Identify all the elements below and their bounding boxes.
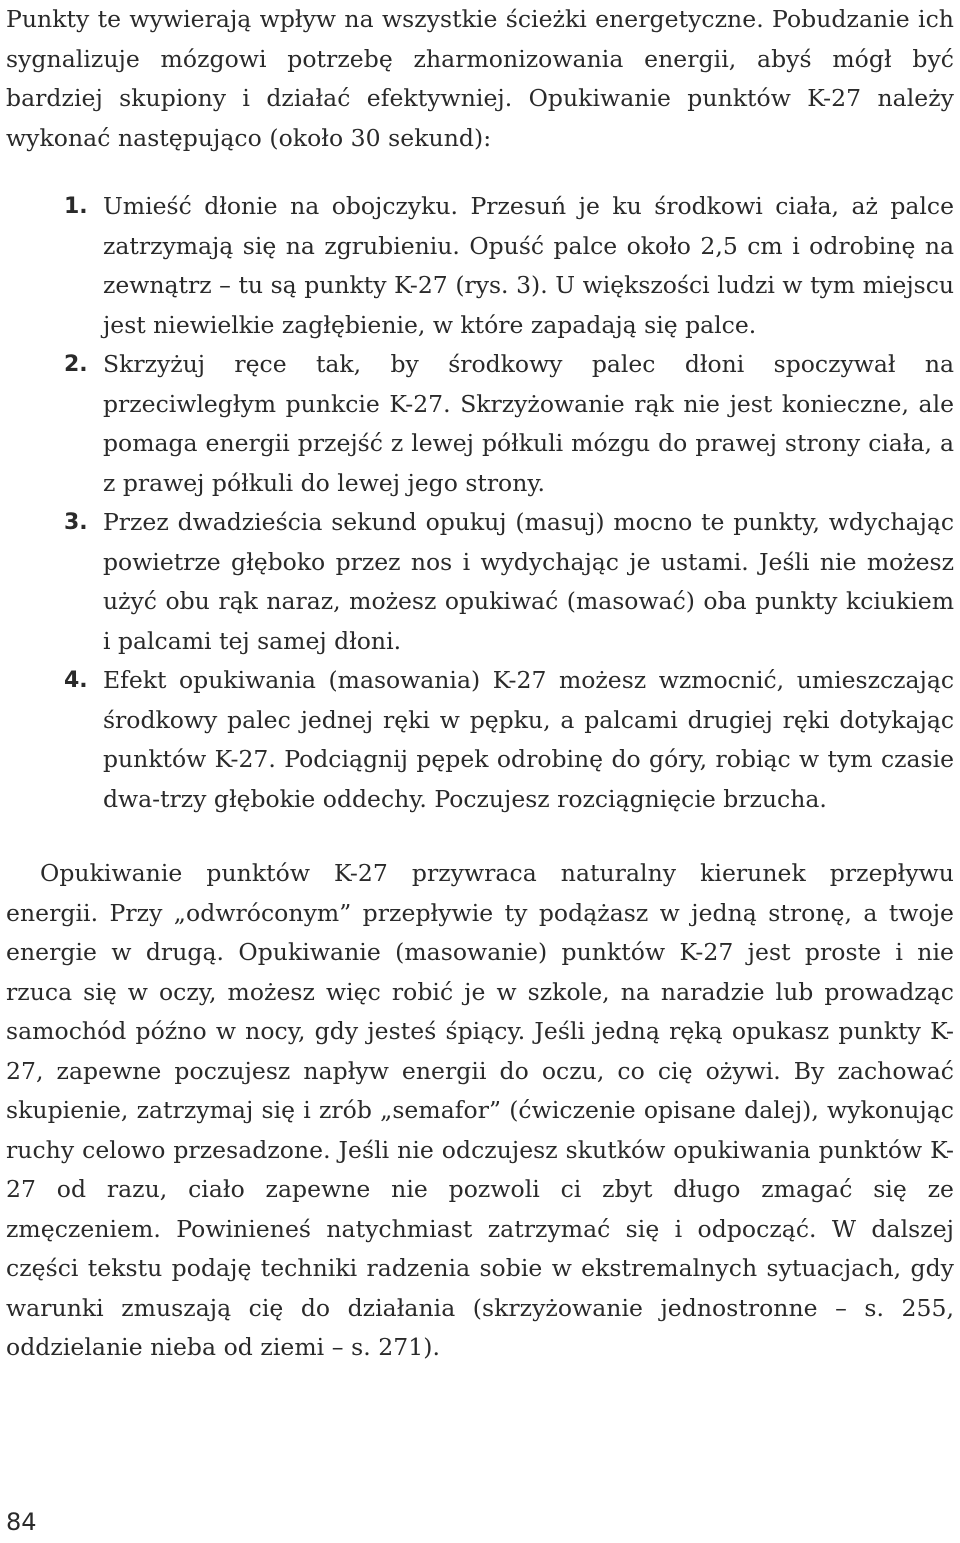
step-item — [6, 345, 954, 503]
step-text: Przez dwadzieścia sekund opukuj (masuj) mocno te punkty, wdychając powietrze głęboko przez nos i wydychając je ustami. Jeśli nie możesz użyć obu rąk naraz, możesz opukiwać (masować) oba punkty kciukiem i palcami tej samej dłoni. — [103, 508, 954, 655]
step-text: Umieść dłonie na obojczyku. Przesuń je ku środkowi ciała, aż palce zatrzymają się na zgrubieniu. Opuść palce około 2,5 cm i odrobinę na zewnątrz – tu są punkty K-27 (rys. 3). U większości ludzi w tym miejscu jest niewielkie zagłębienie, w które zapadają się palce. — [103, 192, 954, 339]
step-number: 4. — [64, 668, 88, 693]
intro-paragraph: Punkty te wywierają wpływ na wszystkie ścieżki energetyczne. Pobudzanie ich sygnalizuje mózgowi potrzebę zharmonizowania energii, abyś mógł być bardziej skupiony i działać efektywniej. Opukiwanie punktów K-27 należy wykonać następująco (około 30 sekund): — [6, 5, 954, 152]
main-paragraph: Opukiwanie punktów K-27 przywraca naturalny kierunek przepływu energii. Przy „odwróconym” przepływie ty podążasz w jedną stronę, a twoje energie w drugą. Opukiwanie (masowanie) punktów K-27 jest proste i nie rzuca się w oczy, możesz więc robić je w szkole, na naradzie lub prowadząc samochód późno w nocy, gdy jesteś śpiący. Jeśli jedną ręką opukasz punkty K-27, zapewne poczujesz napływ energii do oczu, co cię ożywi. By zachować skupienie, zatrzymaj się i zrób „semafor” (ćwiczenie opisane dalej), wykonując ruchy celowo przesadzone. Jeśli nie odczujesz skutków opukiwania punktów K-27 od razu, ciało zapewne nie pozwoli ci zbyt długo zmagać się ze zmęczeniem. Powinieneś natychmiast zatrzymać się i odpocząć. W dalszej części tekstu podaję techniki radzenia sobie w ekstremalnych sytuacjach, gdy warunki zmuszają cię do działania (skrzyżowanie jednostronne – s. 255, oddzielanie nieba od ziemi – s. 271). — [6, 859, 954, 1361]
book-page — [6, 0, 954, 1368]
page-number: 84 — [6, 1508, 37, 1536]
step-text: Skrzyżuj ręce tak, by środkowy palec dłoni spoczywał na przeciwległym punkcie K-27. Skrzyżowanie rąk nie jest konieczne, ale pomaga energii przejść z lewej półkuli mózgu do prawej strony ciała, a z prawej półkuli do lewej jego strony. — [103, 350, 954, 497]
instruction-steps — [6, 187, 954, 819]
step-number: 2. — [64, 352, 88, 377]
step-text: Efekt opukiwania (masowania) K-27 możesz wzmocnić, umieszczając środkowy palec jednej ręki w pępku, a palcami drugiej ręki dotykając punktów K-27. Podciągnij pępek odrobinę do góry, robiąc w tym czasie dwa-trzy głębokie oddechy. Poczujesz rozciągnięcie brzucha. — [103, 666, 954, 813]
step-item — [6, 187, 954, 345]
step-item — [6, 503, 954, 661]
step-item — [6, 661, 954, 819]
step-number: 3. — [64, 510, 88, 535]
step-number: 1. — [64, 194, 88, 219]
